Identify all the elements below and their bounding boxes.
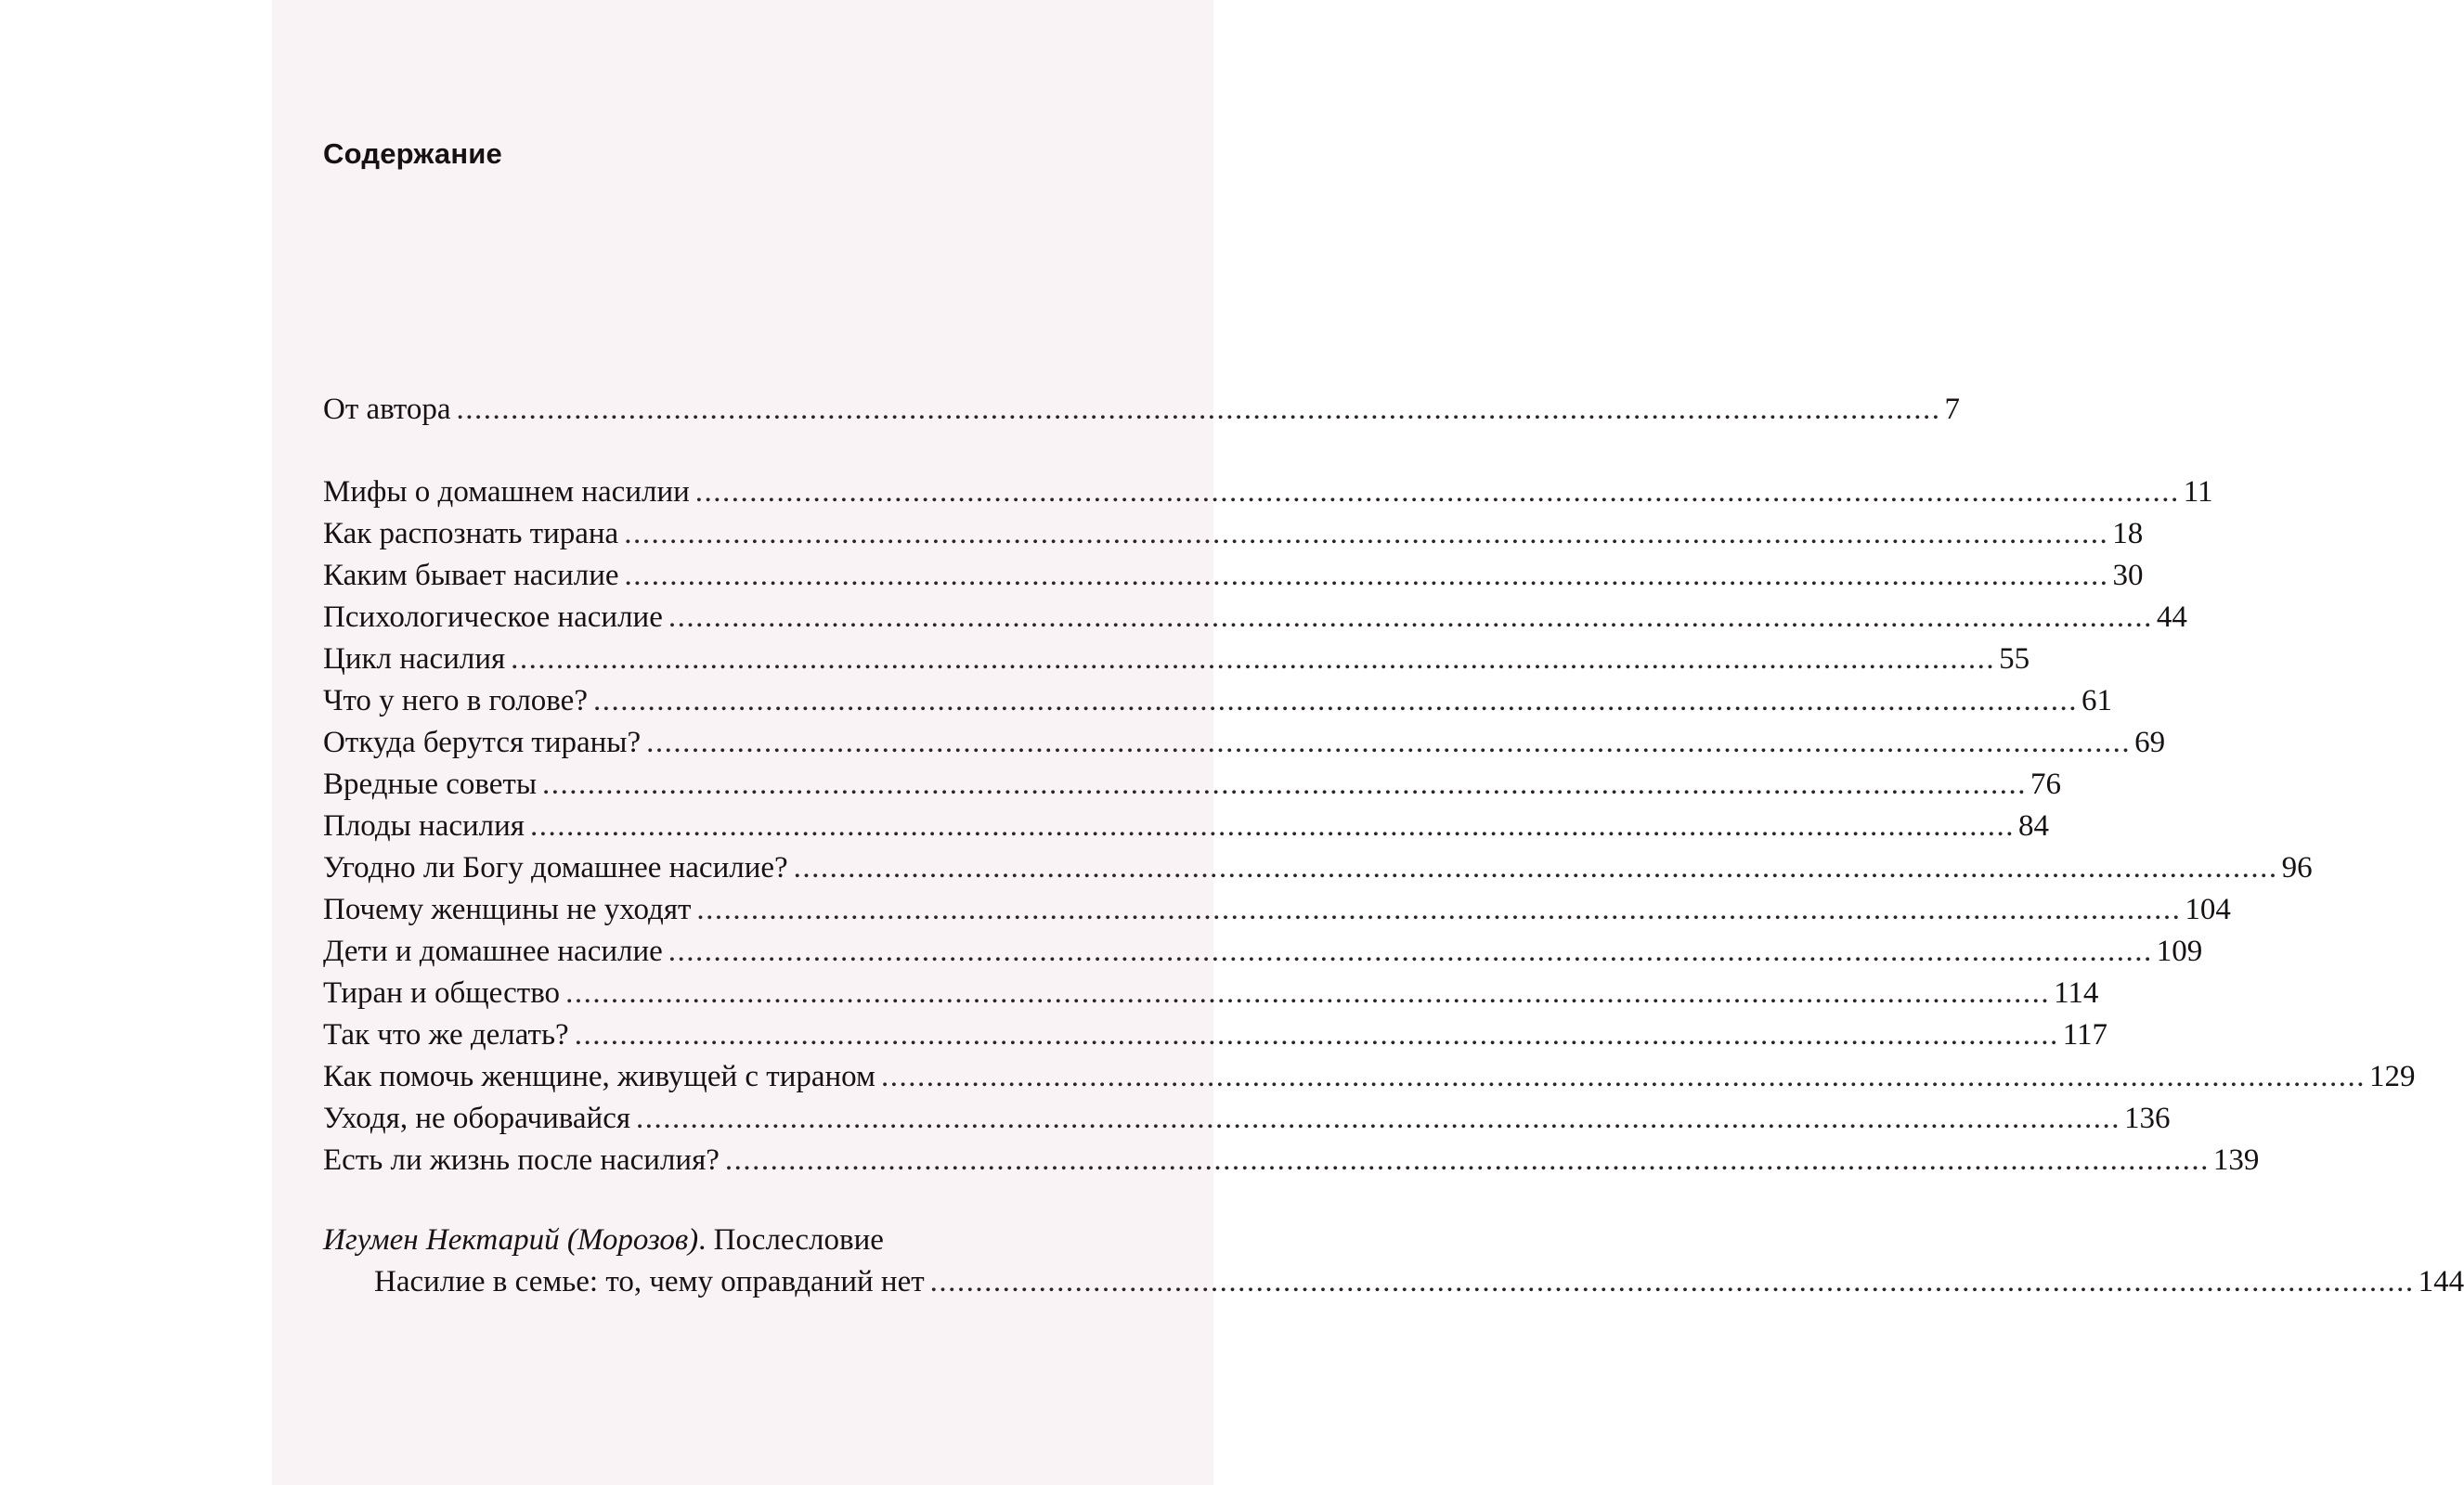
dot-leader: .................................................................................................................................................................... [624,559,2109,592]
toc-entry-page: 114 [2054,976,2099,1010]
dot-leader: .................................................................................................................................................................... [636,1102,2121,1135]
toc-intro-section [323,389,1961,431]
toc-entry-page: 144 [2418,1265,2464,1298]
toc-entry [323,639,2030,680]
toc-entry [323,1056,2416,1098]
toc-entry-title: Вредные советы [323,768,538,801]
toc-entry [323,931,2203,973]
toc-entry [323,1014,2107,1056]
afterword-author: Игумен Нектарий (Морозов) [323,1223,699,1257]
toc-entry [323,1140,2260,1182]
toc-entry-page: 11 [2183,475,2213,509]
dot-leader: .................................................................................................................................................................... [646,726,2132,759]
toc-entry [323,722,2166,764]
dot-leader: .................................................................................................................................................................... [456,393,1941,426]
toc-entry-page: 96 [2281,851,2313,885]
toc-entry [323,847,2313,889]
dot-leader: .................................................................................................................................................................... [696,893,2182,926]
toc-entry-page: 139 [2212,1143,2260,1177]
dot-leader: .................................................................................................................................................................... [542,768,2028,801]
dot-leader: .................................................................................................................................................................... [880,1060,2366,1093]
dot-leader: .................................................................................................................................................................... [793,851,2278,885]
page-title: Содержание [323,137,502,170]
dot-leader: .................................................................................................................................................................... [624,517,2109,550]
dot-leader: .................................................................................................................................................................... [511,642,1996,676]
toc-entry [323,680,2112,722]
toc-entry-page: 109 [2156,935,2203,968]
dot-leader: .................................................................................................................................................................... [668,600,2153,634]
book-page [272,0,2464,1485]
toc-entry-title: Плоды насилия [323,809,525,843]
toc-entry-title: Уходя, не оборачивайся [323,1102,631,1135]
toc-entry [323,889,2231,931]
toc-entry-title: Почему женщины не уходят [323,893,692,926]
toc-entry-title: Так что же делать? [323,1018,569,1052]
toc-entry-title: Тиран и общество [323,976,561,1010]
toc-chapters-list [323,471,2416,1182]
toc-entry [323,597,2187,639]
dot-leader: .................................................................................................................................................................... [592,684,2078,717]
toc-entry-title: Как распознать тирана [323,517,619,550]
toc-entry-page: 129 [2368,1060,2416,1093]
toc-entry-title: Есть ли жизнь после насилия? [323,1143,720,1177]
toc-entry-title: Цикл насилия [323,642,506,676]
toc-entry-page: 30 [2112,559,2144,592]
toc-entry-afterword [323,1261,2464,1303]
toc-entry-title: Как помочь женщине, живущей с тираном [323,1060,875,1093]
dot-leader: .................................................................................................................................................................... [565,976,2051,1010]
toc-entry [323,806,2049,847]
toc-entry-page: 18 [2112,517,2144,550]
toc-afterword-section [323,1220,2464,1303]
toc-entry [323,764,2062,806]
afterword-label: . Послесловие [698,1223,884,1257]
toc-entry-page: 69 [2134,726,2166,759]
toc-entry [323,1098,2171,1140]
toc-entry-title: Психологическое насилие [323,600,663,634]
afterword-heading [323,1220,1087,1261]
dot-leader: .................................................................................................................................................................... [529,809,2015,843]
toc-entry [323,513,2144,555]
toc-entry [323,555,2144,597]
toc-entry-page: 61 [2081,684,2112,717]
toc-entry-title: Что у него в голове? [323,684,588,717]
dot-leader: .................................................................................................................................................................... [668,935,2153,968]
toc-entry-page: 84 [2017,809,2049,843]
toc-entry-page: 76 [2030,768,2062,801]
toc-entry-page: 104 [2185,893,2231,926]
toc-entry-page: 136 [2124,1102,2171,1135]
toc-entry-title: Мифы о домашнем насилии [323,475,690,509]
dot-leader: .................................................................................................................................................................... [724,1143,2210,1177]
toc-entry-title: От автора [323,393,451,426]
dot-leader: .................................................................................................................................................................... [694,475,2180,509]
toc-entry [323,471,2213,513]
dot-leader: .................................................................................................................................................................... [929,1265,2415,1298]
toc-entry-title: Угодно ли Богу домашнее насилие? [323,851,788,885]
toc-entry-page: 117 [2062,1018,2107,1052]
dot-leader: .................................................................................................................................................................... [574,1018,2059,1052]
toc-entry-title: Дети и домашнее насилие [323,935,663,968]
toc-entry-page: 7 [1944,393,1961,426]
toc-entry-page: 55 [1999,642,2030,676]
toc-entry-intro [323,389,1961,431]
toc-entry [323,973,2099,1014]
toc-entry-title: Откуда берутся тираны? [323,726,642,759]
toc-entry-page: 44 [2156,600,2187,634]
toc-entry-title: Насилие в семье: то, чему оправданий нет [374,1265,925,1298]
toc-entry-title: Каким бывает насилие [323,559,619,592]
